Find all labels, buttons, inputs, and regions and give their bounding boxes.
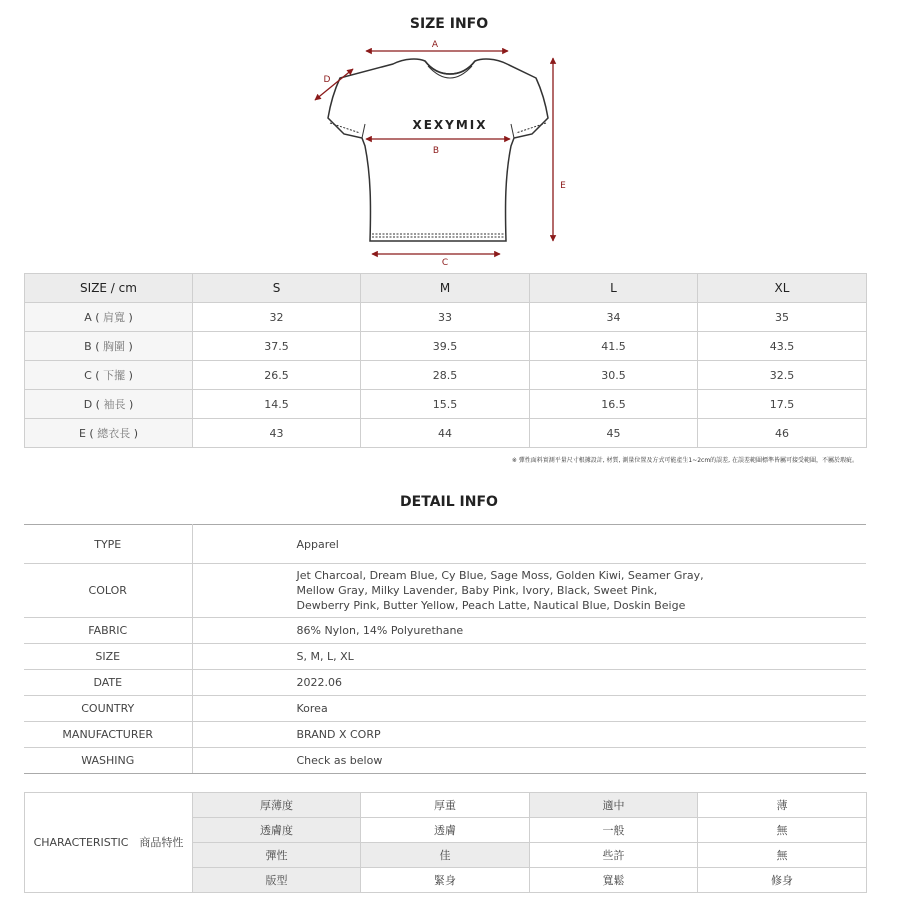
- detail-label: COUNTRY: [24, 696, 192, 722]
- size-row: [25, 303, 867, 332]
- detail-label: MANUFACTURER: [24, 722, 192, 748]
- detail-value: Apparel: [192, 525, 866, 564]
- detail-label: FABRIC: [24, 618, 192, 644]
- size-value-cell: 46: [698, 419, 867, 448]
- size-value-cell: 34: [530, 303, 698, 332]
- label-d: D: [323, 75, 331, 85]
- detail-value: Korea: [192, 696, 866, 722]
- characteristic-key: 版型: [193, 868, 361, 893]
- size-value-cell: 45: [530, 419, 698, 448]
- label-a: A: [431, 40, 439, 50]
- detail-row: [24, 670, 866, 696]
- size-value-cell: 16.5: [530, 390, 698, 419]
- size-row-label: C ( 下擺 ): [25, 361, 193, 390]
- size-row: [25, 332, 867, 361]
- detail-value: Check as below: [192, 748, 866, 774]
- detail-label: DATE: [24, 670, 192, 696]
- characteristic-table: [24, 792, 867, 893]
- size-value-cell: 41.5: [530, 332, 698, 361]
- brand-logo: XEXYMIX: [412, 118, 488, 132]
- measure-name: 袖長: [103, 398, 126, 411]
- detail-table: [24, 524, 866, 774]
- size-value-cell: 32.5: [698, 361, 867, 390]
- detail-label: COLOR: [24, 564, 192, 618]
- size-row-label: E ( 總衣長 ): [25, 419, 193, 448]
- size-row: [25, 419, 867, 448]
- characteristic-option: 適中: [530, 793, 698, 818]
- size-row-label: A ( 肩寬 ): [25, 303, 193, 332]
- detail-value: 2022.06: [192, 670, 866, 696]
- detail-value: [192, 564, 866, 618]
- detail-value-line: Jet Charcoal, Dream Blue, Cy Blue, Sage Moss, Golden Kiwi, Seamer Gray,: [296, 569, 704, 582]
- tshirt-measurement-diagram: [300, 36, 600, 272]
- detail-row: [24, 696, 866, 722]
- characteristic-option: 寬鬆: [530, 868, 698, 893]
- detail-value: BRAND X CORP: [192, 722, 866, 748]
- label-b: B: [432, 146, 440, 156]
- size-row: [25, 390, 867, 419]
- measure-name: 肩寬: [103, 311, 126, 324]
- size-value-cell: 15.5: [361, 390, 530, 419]
- detail-label: SIZE: [24, 644, 192, 670]
- header-xl: XL: [698, 274, 867, 303]
- characteristic-key: 透膚度: [193, 818, 361, 843]
- detail-value-line: Mellow Gray, Milky Lavender, Baby Pink, Ivory, Black, Sweet Pink,: [296, 584, 658, 597]
- size-value-cell: 17.5: [698, 390, 867, 419]
- characteristic-option: 薄: [698, 793, 867, 818]
- size-value-cell: 37.5: [193, 332, 361, 361]
- characteristic-option: 些許: [530, 843, 698, 868]
- detail-info-title: DETAIL INFO: [400, 494, 498, 510]
- size-value-cell: 43.5: [698, 332, 867, 361]
- detail-row: [24, 564, 866, 618]
- size-table-header: [25, 274, 867, 303]
- measure-name: 胸圍: [103, 340, 126, 353]
- size-value-cell: 33: [361, 303, 530, 332]
- measure-name: 總衣長: [97, 427, 131, 440]
- characteristic-key: 彈性: [193, 843, 361, 868]
- size-info-title: SIZE INFO: [409, 16, 489, 32]
- detail-row: [24, 722, 866, 748]
- detail-row: [24, 618, 866, 644]
- characteristic-option: 厚重: [361, 793, 530, 818]
- characteristic-key: 厚薄度: [193, 793, 361, 818]
- header-s: S: [193, 274, 361, 303]
- detail-row: [24, 644, 866, 670]
- measure-code: D: [83, 398, 93, 411]
- detail-label: TYPE: [24, 525, 192, 564]
- size-row-label: D ( 袖長 ): [25, 390, 193, 419]
- measure-code: E: [78, 427, 86, 440]
- header-size-cm: SIZE / cm: [25, 274, 193, 303]
- characteristic-option: 無: [698, 818, 867, 843]
- characteristic-option: 透膚: [361, 818, 530, 843]
- size-value-cell: 43: [193, 419, 361, 448]
- detail-value: 86% Nylon, 14% Polyurethane: [192, 618, 866, 644]
- measure-code: A: [84, 311, 92, 324]
- size-value-cell: 14.5: [193, 390, 361, 419]
- detail-label: WASHING: [24, 748, 192, 774]
- measure-code: C: [84, 369, 92, 382]
- characteristic-option: 無: [698, 843, 867, 868]
- header-m: M: [361, 274, 530, 303]
- label-e: E: [560, 181, 566, 191]
- detail-value: S, M, L, XL: [192, 644, 866, 670]
- label-c: C: [441, 258, 449, 268]
- size-value-cell: 39.5: [361, 332, 530, 361]
- size-value-cell: 35: [698, 303, 867, 332]
- size-table: [24, 273, 867, 448]
- size-value-cell: 32: [193, 303, 361, 332]
- detail-value-line: Dewberry Pink, Butter Yellow, Peach Latte, Nautical Blue, Doskin Beige: [296, 599, 686, 612]
- size-value-cell: 28.5: [361, 361, 530, 390]
- size-value-cell: 30.5: [530, 361, 698, 390]
- characteristic-label: CHARACTERISTIC 商品特性: [25, 793, 193, 893]
- size-row: [25, 361, 867, 390]
- size-disclaimer-note: ※ 彈性面料實測平量尺寸根據設計, 材質, 測量位置及方式可能產生1~2cm的誤差, 在誤差範圍標準皆屬可接受範圍，不屬於瑕疵。: [511, 457, 858, 464]
- size-row-label: B ( 胸圍 ): [25, 332, 193, 361]
- characteristic-option: 佳: [361, 843, 530, 868]
- characteristic-row: [25, 793, 867, 818]
- measure-code: B: [84, 340, 92, 353]
- detail-row: [24, 748, 866, 774]
- characteristic-option: 緊身: [361, 868, 530, 893]
- size-value-cell: 26.5: [193, 361, 361, 390]
- size-value-cell: 44: [361, 419, 530, 448]
- header-l: L: [530, 274, 698, 303]
- detail-row: [24, 525, 866, 564]
- characteristic-option: 修身: [698, 868, 867, 893]
- measure-name: 下擺: [103, 369, 126, 382]
- characteristic-option: 一般: [530, 818, 698, 843]
